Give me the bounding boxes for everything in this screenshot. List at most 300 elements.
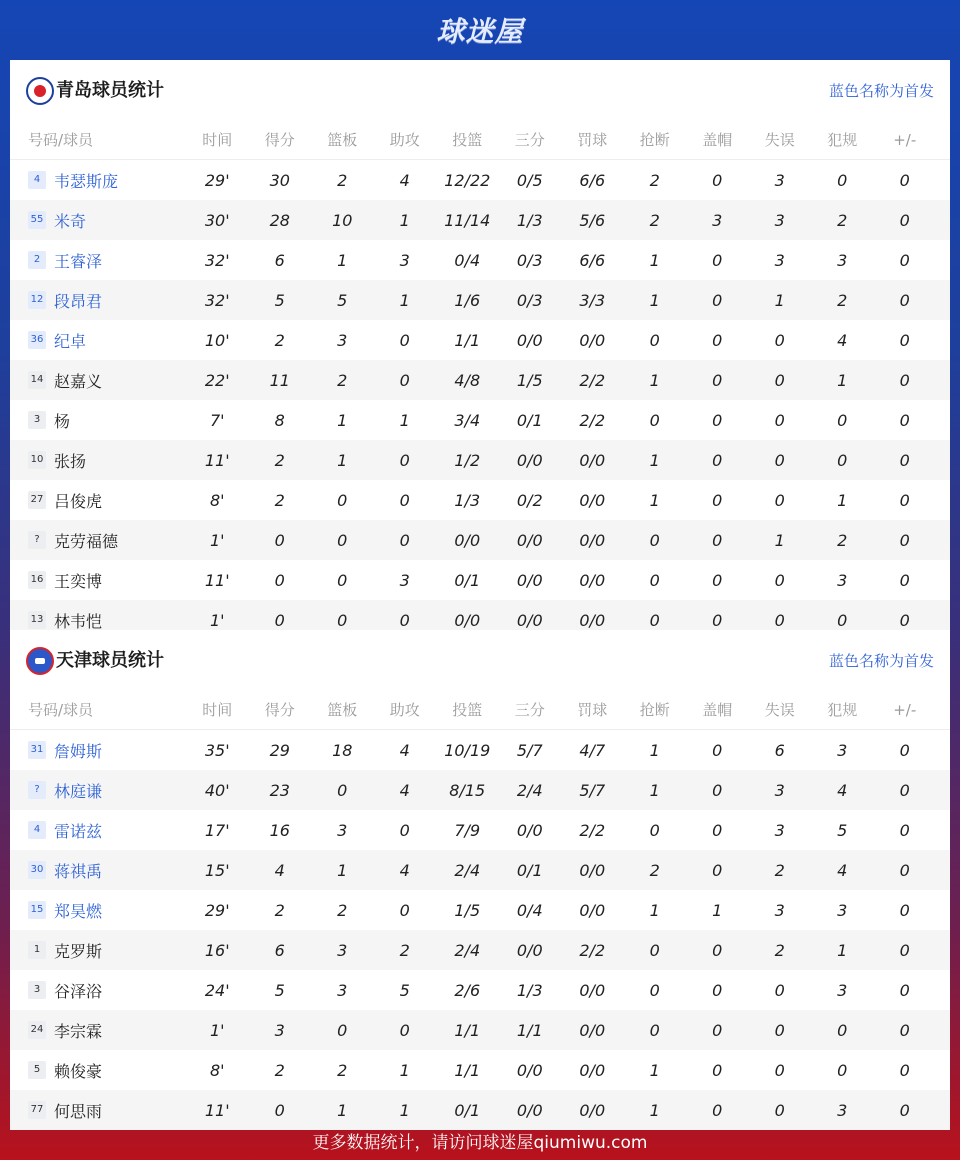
stat-cell: 8 (274, 410, 285, 430)
column-header: 盖帽 (702, 701, 733, 719)
player-row[interactable] (10, 930, 950, 970)
stat-cell: 23 (269, 780, 290, 800)
stat-cell: 3 (712, 210, 723, 230)
stat-cell: 0 (337, 570, 348, 590)
player-name[interactable]: 谷泽浴 (54, 981, 103, 1001)
team-card-tianjin (10, 630, 950, 1120)
player-row[interactable] (10, 160, 950, 200)
stat-cell: 0 (712, 490, 723, 510)
stat-cell: 0/0 (454, 610, 481, 630)
stat-cell: 2/2 (579, 370, 606, 390)
stat-cell: 3 (337, 940, 348, 960)
stat-cell: 0/4 (454, 250, 481, 270)
column-header: 三分 (514, 701, 545, 719)
player-cell (10, 1099, 186, 1122)
stat-cell: 4 (399, 170, 410, 190)
player-row[interactable] (10, 730, 950, 770)
stat-cell: 11' (204, 1100, 230, 1120)
jersey-number-badge: 14 (28, 371, 46, 389)
stat-cell: 0 (399, 610, 410, 630)
player-cell (10, 899, 186, 922)
stat-cell: 5/7 (579, 780, 606, 800)
stat-cell: 0 (899, 940, 910, 960)
stat-cell: 2 (649, 170, 660, 190)
stat-cell: 2/6 (454, 980, 481, 1000)
column-header: 失误 (764, 131, 795, 149)
stat-cell: 0 (712, 980, 723, 1000)
stat-cell: 0 (774, 330, 785, 350)
starter-note: 蓝色名称为首发 (828, 652, 934, 670)
stat-cell: 0/0 (579, 860, 606, 880)
jersey-number-badge: 24 (28, 1021, 46, 1039)
footer-link[interactable]: 更多数据统计，请访问球迷屋qiumiwu.com (312, 1132, 648, 1153)
stat-cell: 2 (837, 290, 848, 310)
stat-cell: 0 (399, 330, 410, 350)
player-name[interactable]: 林庭谦 (54, 781, 103, 801)
jersey-number-badge: 2 (28, 251, 46, 269)
stat-cell: 2/2 (579, 940, 606, 960)
stat-cell: 0 (899, 900, 910, 920)
player-name[interactable]: 林韦恺 (54, 611, 103, 631)
column-header: 助攻 (389, 131, 420, 149)
jersey-number-badge: 30 (28, 861, 46, 879)
stat-cell: 3 (837, 740, 848, 760)
stat-cell: 0 (649, 610, 660, 630)
column-header: 犯规 (827, 701, 858, 719)
stat-cell: 28 (269, 210, 290, 230)
stat-cell: 0 (649, 820, 660, 840)
stat-cell: 0/0 (579, 1100, 606, 1120)
team-card-qingdao (10, 60, 950, 630)
stat-cell: 2 (337, 900, 348, 920)
stat-cell: 7' (209, 410, 225, 430)
player-row[interactable] (10, 1050, 950, 1090)
stat-cell: 0 (899, 610, 910, 630)
player-name[interactable]: 杨 (54, 411, 71, 431)
stat-cell: 6 (274, 940, 285, 960)
stat-cell: 0/0 (516, 330, 543, 350)
stat-cell: 35' (204, 740, 230, 760)
stat-cell: 0 (712, 860, 723, 880)
stat-cell: 30' (204, 210, 230, 230)
stat-cell: 4 (274, 860, 285, 880)
stat-cell: 5 (274, 290, 285, 310)
player-row[interactable] (10, 1010, 950, 1050)
stat-cell: 3 (274, 1020, 285, 1040)
stat-cell: 1/1 (454, 1060, 481, 1080)
stat-cell: 0 (899, 570, 910, 590)
column-header: 得分 (264, 131, 295, 149)
player-cell (10, 209, 186, 232)
stat-cell: 0 (399, 530, 410, 550)
stat-cell: 5/6 (579, 210, 606, 230)
stat-cell: 0 (649, 570, 660, 590)
player-row[interactable] (10, 850, 950, 890)
stat-cell: 0/0 (516, 570, 543, 590)
stat-cell: 4 (837, 860, 848, 880)
stat-cell: 0 (274, 1100, 285, 1120)
jersey-number-badge: 13 (28, 611, 46, 629)
player-row[interactable] (10, 240, 950, 280)
stat-cell: 11' (204, 450, 230, 470)
stat-cell: 5 (399, 980, 410, 1000)
stat-cell: 32' (204, 250, 230, 270)
stat-cell: 0 (774, 570, 785, 590)
stat-cell: 1 (337, 450, 348, 470)
stat-cell: 0 (712, 330, 723, 350)
stat-cell: 6/6 (579, 170, 606, 190)
stat-cell: 0 (337, 490, 348, 510)
stat-cell: 0/0 (516, 450, 543, 470)
column-header: 犯规 (827, 131, 858, 149)
player-cell (10, 449, 186, 472)
stat-cell: 1 (337, 1100, 348, 1120)
stat-cell: 0 (337, 610, 348, 630)
player-name[interactable]: 李宗霖 (54, 1021, 103, 1041)
player-row[interactable] (10, 480, 950, 520)
stat-cell: 4/7 (579, 740, 606, 760)
stat-cell: 6/6 (579, 250, 606, 270)
column-header: 篮板 (327, 701, 358, 719)
column-header: 抢断 (639, 701, 670, 719)
column-header: 号码/球员 (28, 131, 94, 149)
stat-cell: 2 (837, 530, 848, 550)
stat-cell: 0/4 (516, 900, 543, 920)
stat-cell: 0 (712, 370, 723, 390)
column-header: 篮板 (327, 131, 358, 149)
section-title: 天津球员统计 (56, 650, 164, 671)
player-cell (10, 329, 186, 352)
stat-cell: 0/3 (516, 250, 543, 270)
stat-cell: 2 (837, 210, 848, 230)
player-row[interactable] (10, 200, 950, 240)
stat-cell: 5 (837, 820, 848, 840)
stat-cell: 0 (774, 370, 785, 390)
stat-cell: 0 (649, 530, 660, 550)
stat-cell: 22' (204, 370, 230, 390)
stat-cell: 4 (837, 330, 848, 350)
jersey-number-badge: 55 (28, 211, 46, 229)
stat-cell: 0 (712, 1100, 723, 1120)
stat-cell: 0 (899, 1060, 910, 1080)
stat-cell: 4 (837, 780, 848, 800)
stat-cell: 1 (337, 410, 348, 430)
stat-cell: 0 (337, 1020, 348, 1040)
stat-cell: 3 (337, 820, 348, 840)
jersey-number-badge: 36 (28, 331, 46, 349)
stat-cell: 1/3 (516, 210, 543, 230)
column-header: +/- (893, 700, 917, 719)
column-header: 失误 (764, 701, 795, 719)
column-header: 投篮 (452, 131, 483, 149)
jersey-number-badge: 4 (28, 171, 46, 189)
stat-cell: 0 (712, 530, 723, 550)
stat-cell: 1' (209, 530, 225, 550)
stat-cell: 1 (399, 1100, 410, 1120)
stat-cell: 1 (399, 210, 410, 230)
jersey-number-badge: 4 (28, 821, 46, 839)
stat-cell: 0/0 (516, 940, 543, 960)
stat-cell: 1 (837, 940, 848, 960)
jersey-number-badge: 16 (28, 571, 46, 589)
stat-cell: 2 (649, 210, 660, 230)
player-cell (10, 819, 186, 842)
player-cell (10, 979, 186, 1002)
stat-cell: 1 (837, 490, 848, 510)
table-header-row (10, 120, 950, 160)
jersey-number-badge: 12 (28, 291, 46, 309)
stat-cell: 3 (774, 780, 785, 800)
column-header: 时间 (202, 701, 233, 719)
stat-cell: 2 (274, 330, 285, 350)
player-cell (10, 289, 186, 312)
stat-cell: 0/2 (516, 490, 543, 510)
column-header: 得分 (264, 701, 295, 719)
starter-note: 蓝色名称为首发 (828, 82, 934, 100)
stat-cell: 0 (274, 610, 285, 630)
column-header: 助攻 (389, 701, 420, 719)
stat-cell: 3 (837, 250, 848, 270)
player-row[interactable] (10, 440, 950, 480)
stat-cell: 1 (649, 250, 660, 270)
player-name[interactable]: 郑昊燃 (54, 901, 103, 921)
stat-cell: 5 (337, 290, 348, 310)
brand-logo: 球迷屋 (436, 15, 524, 48)
stat-cell: 0/1 (516, 410, 543, 430)
stat-cell: 17' (204, 820, 230, 840)
stat-cell: 8/15 (449, 780, 486, 800)
stat-cell: 0/1 (516, 860, 543, 880)
stat-cell: 0 (712, 780, 723, 800)
stat-cell: 0/5 (516, 170, 543, 190)
player-name[interactable]: 纪卓 (54, 331, 87, 351)
stat-cell: 1/6 (454, 290, 481, 310)
column-header: 盖帽 (702, 131, 733, 149)
player-name[interactable]: 米奇 (54, 211, 87, 231)
stat-cell: 3/3 (579, 290, 606, 310)
stat-cell: 11' (204, 570, 230, 590)
stat-cell: 2/4 (516, 780, 543, 800)
stats-table (10, 120, 950, 640)
stat-cell: 0 (712, 610, 723, 630)
stat-cell: 0 (399, 450, 410, 470)
stat-cell: 1 (399, 1060, 410, 1080)
jersey-number-badge: 5 (28, 1061, 46, 1079)
stat-cell: 1 (649, 780, 660, 800)
stat-cell: 0 (837, 450, 848, 470)
stat-cell: 0/1 (454, 570, 481, 590)
stat-cell: 24' (204, 980, 230, 1000)
player-name[interactable]: 何思雨 (54, 1101, 103, 1121)
stat-cell: 0 (899, 210, 910, 230)
stat-cell: 3 (774, 210, 785, 230)
player-row[interactable] (10, 890, 950, 930)
stat-cell: 0/0 (579, 1060, 606, 1080)
column-header: 三分 (514, 131, 545, 149)
stat-cell: 0 (774, 410, 785, 430)
player-cell (10, 409, 186, 432)
stat-cell: 0/0 (579, 980, 606, 1000)
stat-cell: 0 (274, 570, 285, 590)
section-header (10, 630, 950, 690)
stat-cell: 0 (899, 330, 910, 350)
player-name[interactable]: 蒋祺禹 (54, 861, 103, 881)
player-name[interactable]: 吕俊虎 (54, 491, 103, 511)
stat-cell: 1/2 (454, 450, 481, 470)
stat-cell: 10 (332, 210, 353, 230)
player-cell (10, 1019, 186, 1042)
player-row[interactable] (10, 560, 950, 600)
player-name[interactable]: 克罗斯 (54, 941, 103, 961)
player-name[interactable]: 王睿泽 (54, 251, 103, 271)
stat-cell: 2 (337, 170, 348, 190)
stat-cell: 0/0 (579, 530, 606, 550)
stat-cell: 1 (399, 410, 410, 430)
stat-cell: 0 (649, 410, 660, 430)
stat-cell: 11 (269, 370, 290, 390)
stat-cell: 0 (774, 1020, 785, 1040)
stat-cell: 16' (204, 940, 230, 960)
stat-cell: 0 (399, 1020, 410, 1040)
player-row[interactable] (10, 280, 950, 320)
stat-cell: 1 (337, 860, 348, 880)
stat-cell: 3 (837, 1100, 848, 1120)
player-row[interactable] (10, 360, 950, 400)
stat-cell: 5 (274, 980, 285, 1000)
stat-cell: 7/9 (454, 820, 481, 840)
player-name[interactable]: 赵嘉义 (54, 371, 103, 391)
stat-cell: 2/4 (454, 940, 481, 960)
stat-cell: 2/2 (579, 820, 606, 840)
player-cell (10, 169, 186, 192)
stat-cell: 0 (899, 530, 910, 550)
section-title: 青岛球员统计 (56, 80, 164, 101)
column-header: 抢断 (639, 131, 670, 149)
jersey-number-badge: ? (28, 781, 46, 799)
stat-cell: 1' (209, 610, 225, 630)
stat-cell: 0 (649, 940, 660, 960)
player-cell (10, 489, 186, 512)
player-row[interactable] (10, 400, 950, 440)
stat-cell: 0 (899, 740, 910, 760)
stat-cell: 3 (837, 570, 848, 590)
stat-cell: 29' (204, 900, 230, 920)
stat-cell: 1 (649, 740, 660, 760)
stat-cell: 0 (837, 610, 848, 630)
player-row[interactable] (10, 810, 950, 850)
jersey-number-badge: 77 (28, 1101, 46, 1119)
stat-cell: 3 (774, 900, 785, 920)
player-row[interactable] (10, 770, 950, 810)
stat-cell: 3 (774, 250, 785, 270)
stat-cell: 1 (649, 1100, 660, 1120)
stat-cell: 0 (837, 1060, 848, 1080)
stat-cell: 1 (337, 250, 348, 270)
stat-cell: 1 (649, 900, 660, 920)
player-cell (10, 939, 186, 962)
jersey-number-badge: 27 (28, 491, 46, 509)
stat-cell: 29 (269, 740, 290, 760)
stat-cell: 8' (209, 490, 225, 510)
stat-cell: 0 (837, 410, 848, 430)
player-name[interactable]: 赖俊豪 (54, 1061, 103, 1081)
player-name[interactable]: 王奕博 (54, 571, 103, 591)
player-cell (10, 369, 186, 392)
player-name[interactable]: 雷诺兹 (54, 821, 103, 841)
stat-cell: 8' (209, 1060, 225, 1080)
stat-cell: 2 (774, 940, 785, 960)
player-cell (10, 1059, 186, 1082)
stat-cell: 0 (899, 170, 910, 190)
stat-cell: 0 (899, 250, 910, 270)
player-name[interactable]: 段昂君 (54, 291, 103, 311)
player-name[interactable]: 韦瑟斯庞 (54, 171, 119, 191)
player-cell (10, 529, 186, 552)
stat-cell: 1/1 (516, 1020, 543, 1040)
player-row[interactable] (10, 970, 950, 1010)
stat-cell: 1/1 (454, 330, 481, 350)
stat-cell: 0 (712, 740, 723, 760)
player-cell (10, 739, 186, 762)
stat-cell: 29' (204, 170, 230, 190)
stat-cell: 0 (774, 1100, 785, 1120)
stat-cell: 1 (649, 450, 660, 470)
stat-cell: 1 (774, 530, 785, 550)
stat-cell: 3 (399, 250, 410, 270)
stat-cell: 0 (774, 610, 785, 630)
stat-cell: 0 (712, 940, 723, 960)
stat-cell: 0 (712, 450, 723, 470)
stat-cell: 3 (337, 330, 348, 350)
stat-cell: 2 (399, 940, 410, 960)
stat-cell: 0 (399, 900, 410, 920)
player-name[interactable]: 克劳福德 (54, 531, 119, 551)
stat-cell: 12/22 (444, 170, 491, 190)
column-header: +/- (893, 130, 917, 149)
stat-cell: 0 (774, 450, 785, 470)
stat-cell: 1 (399, 290, 410, 310)
stat-cell: 5/7 (516, 740, 543, 760)
stat-cell: 0 (712, 170, 723, 190)
stat-cell: 4/8 (454, 370, 481, 390)
player-name[interactable]: 张扬 (54, 451, 87, 471)
jersey-number-badge: 1 (28, 941, 46, 959)
stat-cell: 3 (837, 980, 848, 1000)
stat-cell: 0/0 (579, 610, 606, 630)
player-name[interactable]: 詹姆斯 (54, 741, 103, 761)
table-header-row (10, 690, 950, 730)
stat-cell: 1 (649, 1060, 660, 1080)
stat-cell: 0/0 (579, 900, 606, 920)
player-row[interactable] (10, 320, 950, 360)
stat-cell: 0 (649, 980, 660, 1000)
stat-cell: 0 (399, 820, 410, 840)
stat-cell: 10' (204, 330, 230, 350)
jersey-number-badge: 3 (28, 981, 46, 999)
player-row[interactable] (10, 520, 950, 560)
column-header: 罚球 (577, 131, 608, 149)
stat-cell: 11/14 (444, 210, 491, 230)
stat-cell: 1/3 (516, 980, 543, 1000)
stat-cell: 1/5 (516, 370, 543, 390)
stat-cell: 0 (712, 410, 723, 430)
stat-cell: 2 (274, 450, 285, 470)
stat-cell: 0/0 (516, 1100, 543, 1120)
stat-cell: 0 (899, 820, 910, 840)
stat-cell: 0/3 (516, 290, 543, 310)
stat-cell: 1 (712, 900, 723, 920)
stat-cell: 0 (712, 1060, 723, 1080)
